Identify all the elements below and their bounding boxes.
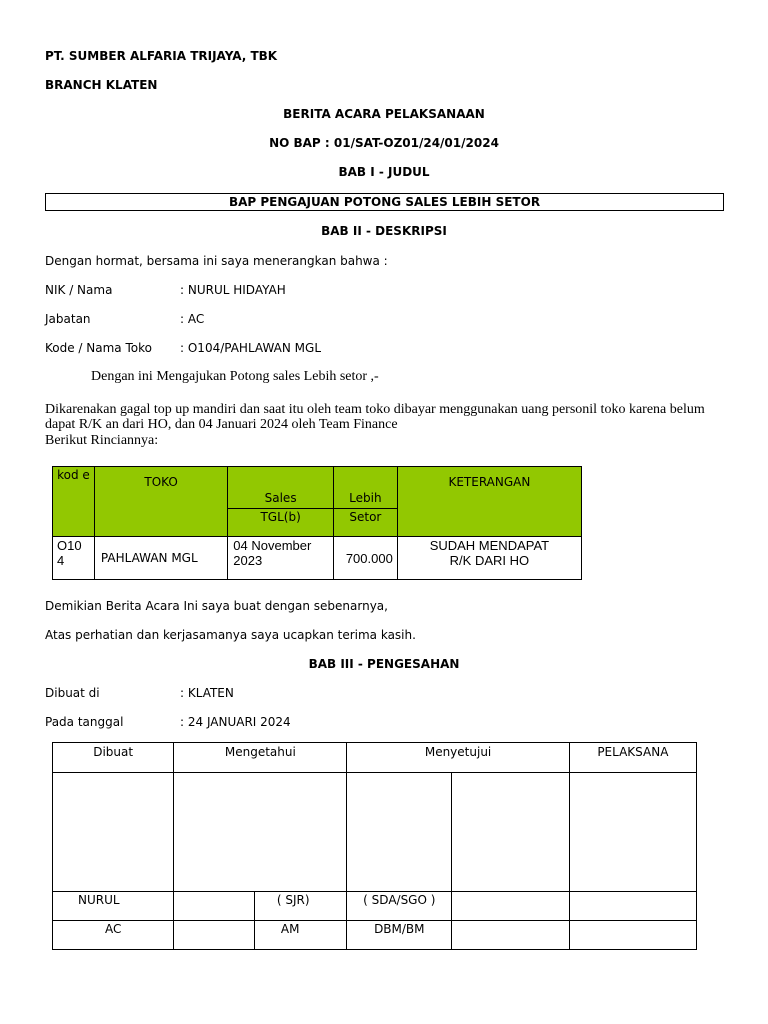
- sign-name-dibuat: NURUL: [53, 892, 174, 921]
- reason-line-1: Dikarenakan gagal top up mandiri dan saat itu oleh team toko dibayar menggunakan uang personil toko karena belum: [45, 402, 705, 417]
- field-value-jabatan: : AC: [180, 312, 205, 326]
- dibuat-value: : KLATEN: [180, 686, 234, 700]
- sign-name-menyetujui-1: ( SDA/SGO ): [347, 892, 452, 921]
- col-header-lebih: Lebih: [333, 467, 397, 509]
- sign-header-menyetujui: Menyetujui: [347, 743, 569, 773]
- sign-name-menyetujui-2: [452, 892, 570, 921]
- intro-text: Dengan hormat, bersama ini saya menerangkan bahwa :: [45, 254, 388, 268]
- cell-kode: O10 4: [53, 537, 95, 580]
- sign-header-pelaksana: PELAKSANA: [569, 743, 696, 773]
- closing-line-1: Demikian Berita Acara Ini saya buat dengan sebenarnya,: [45, 599, 388, 613]
- signature-table: [52, 742, 697, 950]
- bab2-heading: BAB II - DESKRIPSI: [321, 224, 447, 238]
- dibuat-label: Dibuat di: [45, 686, 100, 700]
- col-header-sales: Sales: [228, 467, 334, 509]
- sign-name-mengetahui-1: [174, 892, 255, 921]
- sign-space-mengetahui: [174, 773, 347, 892]
- branch-name: BRANCH KLATEN: [45, 78, 158, 92]
- tanggal-label: Pada tanggal: [45, 715, 124, 729]
- field-label-jabatan: Jabatan: [45, 312, 91, 326]
- col-header-keterangan: KETERANGAN: [397, 467, 581, 537]
- cell-tanggal: 04 November 2023: [228, 537, 334, 580]
- document-title: BERITA ACARA PELAKSANAAN: [283, 107, 485, 121]
- col-subheader-setor: Setor: [333, 509, 397, 537]
- sign-role-mengetahui-1: [174, 921, 255, 950]
- bab3-heading: BAB III - PENGESAHAN: [308, 657, 460, 671]
- closing-line-2: Atas perhatian dan kerjasamanya saya ucapkan terima kasih.: [45, 628, 416, 642]
- field-label-nik: NIK / Nama: [45, 283, 113, 297]
- sign-header-dibuat: Dibuat: [53, 743, 174, 773]
- sign-space-pelaksana: [569, 773, 696, 892]
- sign-space-menyetujui-1: [347, 773, 452, 892]
- sign-role-pelaksana: [569, 921, 696, 950]
- table-row: [53, 537, 582, 580]
- detail-table: [52, 466, 582, 580]
- field-label-toko: Kode / Nama Toko: [45, 341, 152, 355]
- sign-role-menyetujui-1: DBM/BM: [347, 921, 452, 950]
- cell-nominal: 700.000: [333, 537, 397, 580]
- col-subheader-tgl: TGL(b): [228, 509, 334, 537]
- sign-role-menyetujui-2: [452, 921, 570, 950]
- company-name: PT. SUMBER ALFARIA TRIJAYA, TBK: [45, 49, 278, 63]
- col-header-toko: TOKO: [94, 467, 227, 537]
- bab1-heading: BAB I - JUDUL: [338, 165, 430, 179]
- sign-space-dibuat: [53, 773, 174, 892]
- field-value-toko: : O104/PAHLAWAN MGL: [180, 341, 322, 355]
- sign-space-menyetujui-2: [452, 773, 570, 892]
- document-number: NO BAP : 01/SAT-OZ01/24/01/2024: [269, 136, 499, 150]
- reason-line-2: dapat R/K an dari HO, dan 04 Januari 2024 oleh Team Finance: [45, 417, 398, 432]
- sign-header-mengetahui: Mengetahui: [174, 743, 347, 773]
- field-value-nik: : NURUL HIDAYAH: [180, 283, 286, 297]
- sign-name-pelaksana: [569, 892, 696, 921]
- sign-name-mengetahui-2: ( SJR): [254, 892, 346, 921]
- col-header-kode: kod e: [53, 467, 95, 537]
- sign-role-mengetahui-2: AM: [254, 921, 346, 950]
- detail-label: Berikut Rinciannya:: [45, 433, 159, 448]
- cell-toko: PAHLAWAN MGL: [94, 537, 227, 580]
- statement-text: Dengan ini Mengajukan Potong sales Lebih setor ,-: [91, 369, 379, 384]
- tanggal-value: : 24 JANUARI 2024: [180, 715, 291, 729]
- sign-role-dibuat: AC: [53, 921, 174, 950]
- bab1-title-box: BAP PENGAJUAN POTONG SALES LEBIH SETOR: [45, 193, 724, 211]
- cell-keterangan: SUDAH MENDAPAT R/K DARI HO: [397, 537, 581, 580]
